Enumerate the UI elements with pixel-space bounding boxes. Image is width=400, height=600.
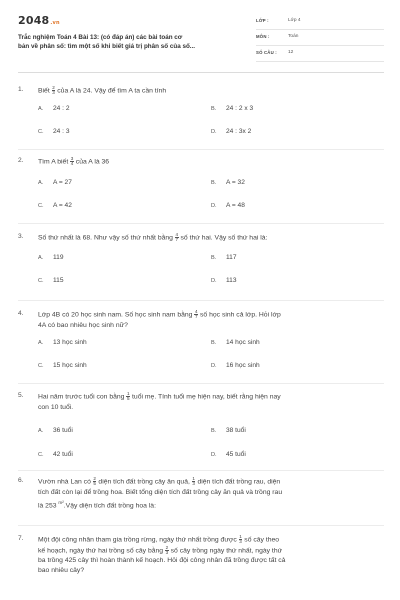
fraction: $\frac{2}{5}$ bbox=[93, 476, 96, 487]
option-c[interactable]: C. A = 42 bbox=[38, 202, 72, 209]
question-number: 7. bbox=[18, 535, 24, 542]
page-header bbox=[18, 14, 384, 64]
meta-value: 12 bbox=[288, 49, 294, 55]
fraction: $\frac{4}{7}$ bbox=[175, 232, 179, 243]
question-text: Biết $\frac{2}{3}$ của A là 24. Vậy để tìm A ta cần tính bbox=[38, 85, 167, 96]
question-divider bbox=[18, 149, 384, 150]
meta-value: Toán bbox=[288, 33, 299, 39]
option-a[interactable]: A. A = 27 bbox=[38, 179, 72, 186]
title-line-1: Trắc nghiệm Toán 4 Bài 13: (có đáp án) các bài toán cơ bbox=[18, 34, 183, 41]
option-a[interactable]: A. 119 bbox=[38, 254, 64, 261]
meta-key: LỚP : bbox=[256, 18, 269, 23]
meta-row-grade bbox=[256, 14, 384, 30]
meta-row-subject bbox=[256, 30, 384, 46]
meta-row-count bbox=[256, 46, 384, 62]
option-b[interactable]: B. 24 : 2 x 3 bbox=[211, 105, 254, 112]
question-divider bbox=[18, 470, 384, 471]
title-line-2: bản về phân số: tìm một số khi biết giá trị phân số của số... bbox=[18, 43, 196, 50]
question-1 bbox=[18, 86, 384, 156]
question-text: Số thứ nhất là 68. Như vậy số thứ nhất bằng $\frac{4}{7}$ số thứ hai. Vậy số thứ hai là: bbox=[38, 232, 268, 243]
option-b[interactable]: B. 117 bbox=[211, 254, 237, 261]
option-c[interactable]: C. 15 học sinh bbox=[38, 362, 87, 369]
logo-text: 2048 bbox=[18, 14, 50, 27]
question-3 bbox=[18, 233, 384, 303]
question-6 bbox=[18, 477, 384, 527]
question-number: 1. bbox=[18, 86, 24, 93]
meta-key: SỐ CÂU : bbox=[256, 50, 277, 55]
option-b[interactable]: B. 38 tuổi bbox=[211, 427, 246, 434]
question-5 bbox=[18, 392, 384, 472]
option-c[interactable]: C. 115 bbox=[38, 277, 64, 284]
option-c[interactable]: C. 24 : 3 bbox=[38, 128, 70, 135]
fraction: $\frac{2}{3}$ bbox=[165, 544, 169, 556]
question-number: 2. bbox=[18, 157, 24, 164]
option-c[interactable]: C. 42 tuổi bbox=[38, 451, 73, 458]
option-a[interactable]: A. 36 tuổi bbox=[38, 427, 73, 434]
option-d[interactable]: D. 24 : 3x 2 bbox=[211, 128, 252, 135]
question-number: 4. bbox=[18, 310, 24, 317]
fraction: $\frac{1}{3}$ bbox=[239, 534, 242, 545]
question-text: Hai năm trước tuổi con bằng $\frac{1}{5}$ tuổi mẹ. Tính tuổi mẹ hiện nay, biết rằng hiện nay con 10 tuổi. bbox=[38, 391, 281, 411]
question-text: Vườn nhà Lan có $\frac{2}{5}$ diện tích đất trồng cây ăn quả, $\frac{1}{3}$ diện tích đất trồng rau, diện tích đất còn lại để trồng hoa. Biết tổng diện tích đất trồng cây ăn quả và trồng rau là 253 $^{m^2}$.Vậy diện tích đất trồng hoa là: bbox=[38, 476, 283, 509]
header-divider bbox=[18, 72, 384, 73]
option-d[interactable]: D. 16 học sinh bbox=[211, 362, 260, 369]
question-2 bbox=[18, 157, 384, 227]
option-a[interactable]: A. 13 học sinh bbox=[38, 339, 87, 346]
option-d[interactable]: D. 113 bbox=[211, 277, 237, 284]
meta-table bbox=[256, 14, 384, 62]
question-divider bbox=[18, 525, 384, 526]
question-number: 6. bbox=[18, 477, 24, 484]
option-d[interactable]: D. A = 48 bbox=[211, 202, 245, 209]
question-number: 3. bbox=[18, 233, 24, 240]
logo-suffix: .vn bbox=[50, 20, 60, 26]
fraction: $\frac{2}{3}$ bbox=[52, 85, 55, 96]
option-b[interactable]: B. A = 32 bbox=[211, 179, 245, 186]
meta-value: Lớp 4 bbox=[288, 17, 301, 23]
fraction: $\frac{3}{4}$ bbox=[70, 156, 74, 167]
question-4 bbox=[18, 310, 384, 390]
question-divider bbox=[18, 300, 384, 301]
option-d[interactable]: D. 45 tuổi bbox=[211, 451, 246, 458]
fraction: $\frac{1}{5}$ bbox=[126, 391, 130, 402]
question-text: Một đội công nhân tham gia trồng rừng, ngày thứ nhất trồng được $\frac{1}{3}$ số cây theo kế hoạch, ngày thứ hai trồng số cây bằng $\frac{2}{3}$ số cây trồng ngày thứ nhất, ngày thứ ba trồng 425 cây thì hoàn thành kế hoạch. Hỏi đội công nhân đã trồng được tất cả bao nhiêu cây? bbox=[38, 534, 286, 575]
option-b[interactable]: B. 14 học sinh bbox=[211, 339, 260, 346]
question-7 bbox=[18, 535, 384, 595]
question-number: 5. bbox=[18, 392, 24, 399]
question-text: Tìm A biết $\frac{3}{4}$ của A là 36 bbox=[38, 156, 110, 167]
question-divider bbox=[18, 223, 384, 224]
option-a[interactable]: A. 24 : 2 bbox=[38, 105, 70, 112]
document-title bbox=[18, 33, 250, 51]
fraction: $\frac{1}{3}$ bbox=[192, 476, 195, 487]
question-divider bbox=[18, 383, 384, 384]
site-logo[interactable] bbox=[18, 14, 60, 27]
meta-key: MÔN : bbox=[256, 34, 270, 39]
question-text: Lớp 4B có 20 học sinh nam. Số học sinh nam bằng $\frac{4}{7}$ số học sinh cả lớp. Hỏi lớp 4A có bao nhiêu học sinh nữ? bbox=[38, 309, 281, 329]
fraction: $\frac{4}{7}$ bbox=[194, 309, 198, 320]
